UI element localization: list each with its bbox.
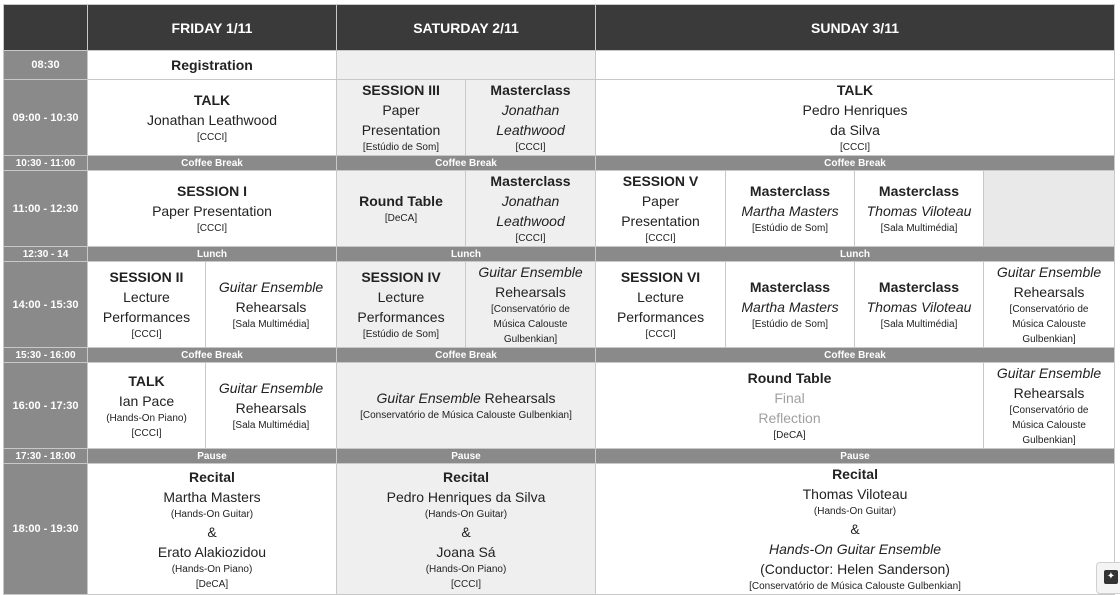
header-corner <box>4 5 88 51</box>
event-line: Thomas Viloteau <box>802 486 908 502</box>
event-line: Rehearsals <box>235 400 307 416</box>
event-cell <box>88 80 337 156</box>
event-title: Masterclass <box>878 183 960 199</box>
schedule-table <box>3 4 1115 595</box>
event-line: Paper <box>641 193 680 209</box>
time-slot: 17:30 - 18:00 <box>4 449 88 464</box>
break-cell: Lunch <box>88 247 337 262</box>
event-venue: [CCCI] <box>515 142 546 153</box>
event-line: Lecture <box>377 289 425 305</box>
event-cell <box>596 171 726 247</box>
event-title: SESSION II <box>109 269 184 285</box>
event-venue: [CCCI] <box>515 233 546 244</box>
event-line: Martha Masters <box>741 203 839 219</box>
event-line: Rehearsals <box>1013 284 1085 300</box>
event-venue: [CCCI] <box>197 132 227 143</box>
event-cell <box>855 171 984 247</box>
event-line: da Silva <box>830 122 880 138</box>
event-title: Registration <box>171 57 253 73</box>
day-header-saturday: SATURDAY 2/11 <box>337 5 596 51</box>
event-venue: [Estúdio de Som] <box>751 319 829 330</box>
time-slot: 14:00 - 15:30 <box>4 262 88 348</box>
break-cell: Lunch <box>337 247 596 262</box>
floating-action-button[interactable] <box>1096 562 1120 594</box>
event-line: Rehearsals <box>235 299 307 315</box>
event-line-italic: Guitar Ensemble <box>376 390 481 406</box>
time-slot: 08:30 <box>4 51 88 80</box>
event-venue: [Estúdio de Som] <box>362 142 440 153</box>
event-venue: [Conservatório de <box>1009 405 1089 416</box>
empty-cell <box>596 51 1115 80</box>
time-slot: 09:00 - 10:30 <box>4 80 88 156</box>
event-line: Thomas Viloteau <box>866 299 972 315</box>
event-venue: [Sala Multimédia] <box>880 319 958 330</box>
event-title: Masterclass <box>490 173 571 189</box>
event-line: Guitar Ensemble <box>478 264 583 280</box>
event-line: Pedro Henriques <box>802 102 908 118</box>
time-slot: 11:00 - 12:30 <box>4 171 88 247</box>
empty-cell <box>337 51 596 80</box>
break-cell: Pause <box>337 449 596 464</box>
event-cell <box>88 262 206 348</box>
event-cell <box>726 262 855 348</box>
event-sub: (Hands-On Guitar) <box>170 508 254 520</box>
event-cell <box>337 363 596 449</box>
event-venue: Gulbenkian] <box>1022 435 1076 446</box>
event-title: Recital <box>443 468 489 485</box>
event-venue: Música Calouste <box>1012 319 1086 330</box>
event-title: SESSION I <box>176 183 248 199</box>
event-line: Reflection <box>758 410 821 426</box>
event-venue: [Conservatório de Música Calouste Gulbenkian] <box>749 581 961 592</box>
event-cell <box>337 80 466 156</box>
event-line: Final <box>774 390 805 406</box>
event-title: Round Table <box>747 370 832 386</box>
break-cell: Coffee Break <box>337 156 596 171</box>
event-cell <box>596 363 984 449</box>
event-line: (Conductor: Helen Sanderson) <box>760 561 950 577</box>
event-line: Guitar Ensemble <box>218 380 324 396</box>
break-cell: Pause <box>88 449 337 464</box>
event-venue: [CCCI] <box>131 329 162 340</box>
event-cell <box>88 464 337 595</box>
event-line: Leathwood <box>496 213 565 229</box>
event-venue: [Conservatório de <box>1009 304 1089 315</box>
event-venue: [CCCI] <box>197 223 227 234</box>
event-cell <box>337 464 596 595</box>
event-venue: [CCCI] <box>645 329 676 340</box>
event-line: Ian Pace <box>118 392 175 409</box>
event-sub: (Hands-On Piano) <box>425 563 507 575</box>
event-title: SESSION III <box>362 82 440 98</box>
registration-cell <box>88 51 337 80</box>
event-line: Presentation <box>361 122 441 138</box>
event-cell <box>88 171 337 247</box>
time-slot: 18:00 - 19:30 <box>4 464 88 595</box>
event-line-normal: Rehearsals <box>480 390 556 406</box>
event-venue: [CCCI] <box>840 142 871 153</box>
event-cell <box>596 80 1115 156</box>
event-title: Masterclass <box>749 183 831 199</box>
event-venue: [DeCA] <box>773 430 806 441</box>
event-line: Thomas Viloteau <box>866 203 972 219</box>
day-header-friday: FRIDAY 1/11 <box>88 5 337 51</box>
event-line: & <box>461 523 471 540</box>
event-title: Recital <box>832 466 878 482</box>
event-title: Masterclass <box>749 279 831 295</box>
event-sub: (Hands-On Piano) <box>106 412 187 424</box>
time-slot: 12:30 - 14 <box>4 247 88 262</box>
event-cell <box>466 80 596 156</box>
event-cell <box>984 363 1115 449</box>
event-line: Hands-On Guitar Ensemble <box>769 541 941 557</box>
event-sub: (Hands-On Guitar) <box>424 508 508 520</box>
break-cell: Coffee Break <box>337 348 596 363</box>
event-cell <box>337 262 466 348</box>
event-line: Jonathan <box>501 102 560 118</box>
event-line: Guitar Ensemble <box>996 365 1102 381</box>
event-title: SESSION IV <box>361 269 441 285</box>
event-venue: [CCCI] <box>131 427 162 439</box>
event-venue: [CCCI] <box>451 578 481 590</box>
event-title: Masterclass <box>878 279 960 295</box>
event-cell <box>206 363 337 449</box>
event-line: Guitar Ensemble <box>996 264 1102 280</box>
event-venue: [Sala Multimédia] <box>232 319 310 330</box>
break-cell: Lunch <box>596 247 1115 262</box>
time-slot: 15:30 - 16:00 <box>4 348 88 363</box>
event-line: Lecture <box>123 289 170 305</box>
empty-cell <box>984 171 1115 247</box>
event-line: Leathwood <box>496 122 565 138</box>
event-line: Jonathan <box>501 193 560 209</box>
event-line: Martha Masters <box>741 299 839 315</box>
sparkle-icon: ✦ <box>1104 570 1118 584</box>
event-line: Joana Sá <box>436 543 496 560</box>
event-title: TALK <box>836 82 874 98</box>
event-venue: [DeCA] <box>195 578 229 590</box>
event-line: Erato Alakiozidou <box>157 543 267 560</box>
time-slot: 10:30 - 11:00 <box>4 156 88 171</box>
event-venue: [Conservatório de Música Calouste Gulbenkian] <box>360 410 572 421</box>
event-line: & <box>207 523 217 540</box>
event-venue: Gulbenkian] <box>1022 334 1076 345</box>
break-cell: Pause <box>596 449 1115 464</box>
event-cell <box>596 464 1115 595</box>
event-line: Performances <box>357 309 445 325</box>
time-slot: 16:00 - 17:30 <box>4 363 88 449</box>
event-title: SESSION V <box>622 173 699 189</box>
event-line: Lecture <box>637 289 684 305</box>
break-cell: Coffee Break <box>88 348 337 363</box>
break-cell: Coffee Break <box>596 348 1115 363</box>
event-cell <box>726 171 855 247</box>
event-venue: [Estúdio de Som] <box>751 223 829 234</box>
event-venue: [Sala Multimédia] <box>880 223 958 234</box>
event-line: Performances <box>616 309 705 325</box>
event-cell <box>466 262 596 348</box>
event-line: Paper <box>382 102 420 118</box>
event-title: Masterclass <box>490 82 571 98</box>
event-cell <box>984 262 1115 348</box>
day-header-sunday: SUNDAY 3/11 <box>596 5 1115 51</box>
event-line: Jonathan Leathwood <box>147 112 277 128</box>
event-line: Guitar Ensemble <box>218 279 324 295</box>
event-line: Rehearsals <box>495 284 566 300</box>
event-venue: Gulbenkian] <box>503 334 558 345</box>
event-line: Martha Masters <box>163 488 261 505</box>
event-venue: Música Calouste <box>493 319 568 330</box>
event-title: Recital <box>189 468 235 485</box>
event-line: Paper Presentation <box>152 203 272 219</box>
event-line: Presentation <box>621 213 700 229</box>
break-cell: Coffee Break <box>88 156 337 171</box>
event-title: SESSION VI <box>620 269 701 285</box>
break-cell: Coffee Break <box>596 156 1115 171</box>
event-cell <box>88 363 206 449</box>
event-line: Rehearsals <box>1013 385 1085 401</box>
event-line: Performances <box>102 309 191 325</box>
event-cell <box>466 171 596 247</box>
event-venue: [DeCA] <box>384 213 418 224</box>
event-line: & <box>850 521 860 537</box>
event-venue: [Estúdio de Som] <box>362 329 440 340</box>
event-sub: (Hands-On Guitar) <box>813 506 897 517</box>
event-cell <box>337 171 466 247</box>
event-title: TALK <box>193 92 231 108</box>
event-venue: [Conservatório de <box>491 304 570 315</box>
event-line: Pedro Henriques da Silva <box>386 488 546 505</box>
event-venue: [CCCI] <box>645 233 676 244</box>
event-title: TALK <box>128 372 165 389</box>
event-cell <box>855 262 984 348</box>
event-title: Round Table <box>359 193 443 209</box>
event-venue: [Sala Multimédia] <box>232 420 310 431</box>
event-line <box>337 388 595 408</box>
event-venue: Música Calouste <box>1012 420 1086 431</box>
event-cell <box>596 262 726 348</box>
event-cell <box>206 262 337 348</box>
event-sub: (Hands-On Piano) <box>171 563 253 575</box>
